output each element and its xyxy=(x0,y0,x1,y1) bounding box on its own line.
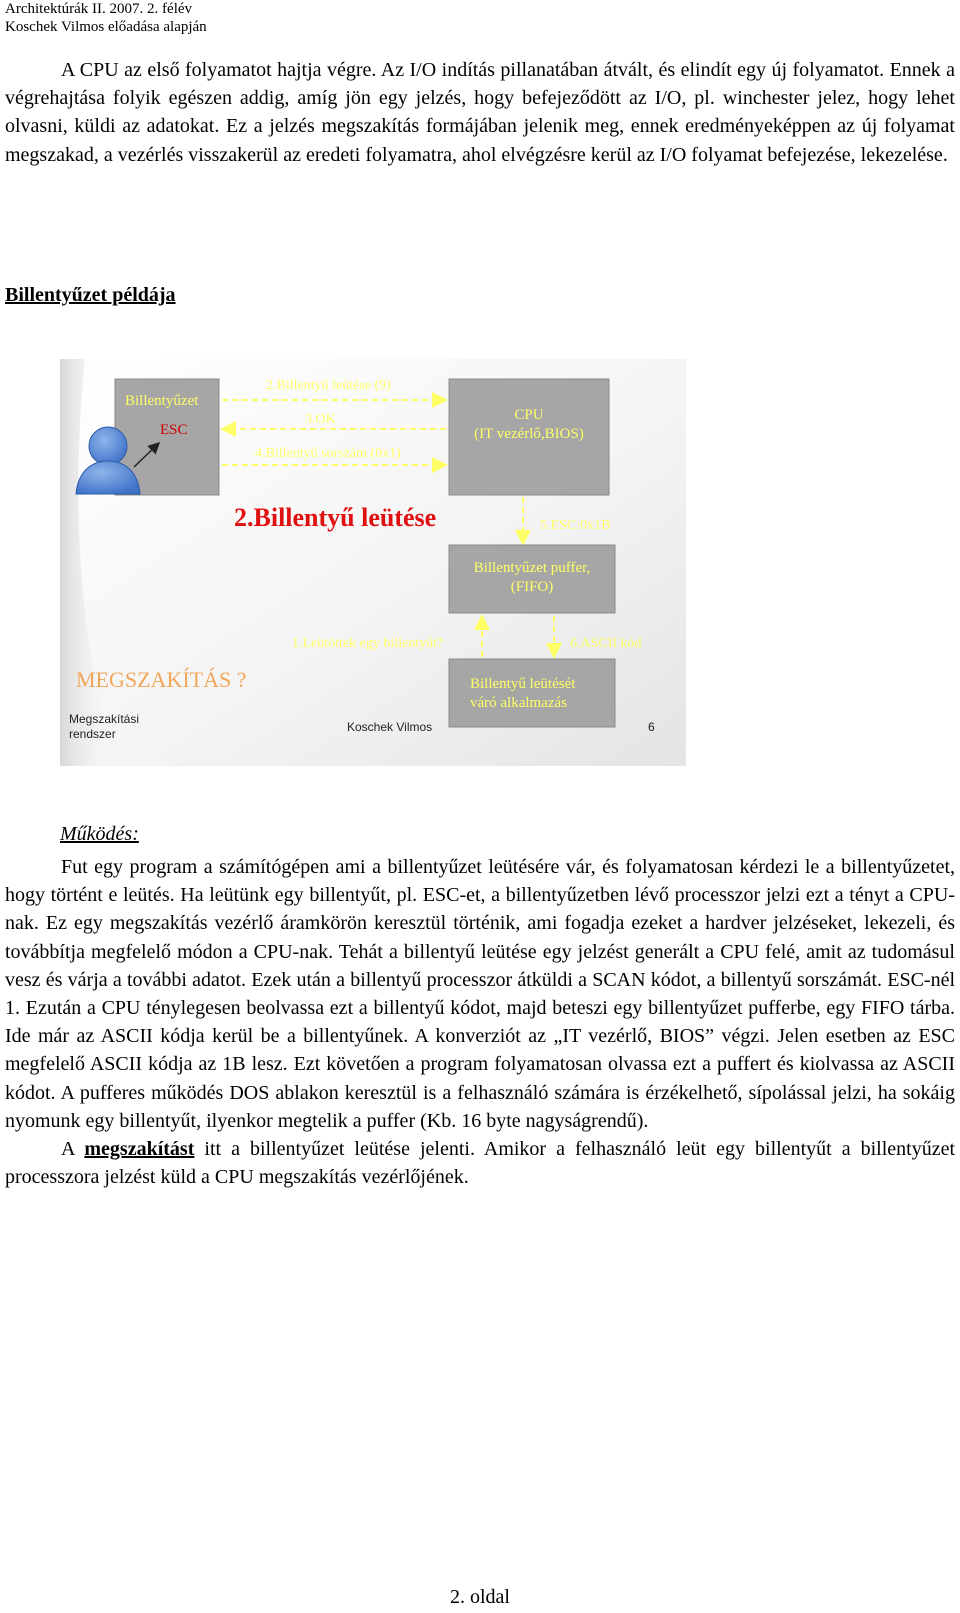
arrow-keypress-label: 2.Billentyű leütése (9) xyxy=(266,378,391,393)
arrow-ascii-code-label: 6.ASCII kód xyxy=(570,636,642,651)
slide-footer-page: 6 xyxy=(648,720,655,734)
waiting-app-label: Billentyű leütését xyxy=(470,676,576,692)
keyboard-interrupt-slide xyxy=(60,359,686,766)
operation-paragraph: Fut egy program a számítógépen ami a billentyűzet leütésére vár, és folyamatosan kérdezi le a billentyűzetet, hogy történt e leütés. Ha leütünk egy billentyűt, pl. ESC-et, a billentyűzetben lévő processzor jelzi ezt a tényt a CPU-nak. Ez egy megszakítás vezérlő áramkörön keresztül történik, ami fogadja ezeket a hardver jelzéseket, lekezeli, és továbbítja megfelelő módon a CPU-nak. Tehát a billentyű leütése egy jelzést generált a CPU felé, amit az tudomásul vesz és várja a további adatot. Ezek után a billentyű processzor átküldi a SCAN kódot, a billentyű sorszámát. ESC-nél 1. Ezután a CPU ténylegesen beolvassa ezt a billentyű kódot, majd beteszi egy billentyűzet pufferbe, egy FIFO tárba. Ide már az ASCII kódja kerül be a billentyűnek. A konverziót az „IT vezérlő, BIOS” végzi. Jelen esetben az ESC megfelelő ASCII kódja az 1B lesz. Ezt követően a program folyamatosan olvassa ezt a puffert és kiolvassa az ASCII kódot. A pufferes működés DOS ablakon keresztül is a felhasználó számára is érzékelhető, sípolással jelzi, ha sokáig nyomunk egy billentyűt, ilyenkor megtelik a puffer (Kb. 16 byte nagyságrendű). xyxy=(5,856,955,1132)
interrupt-definition-pre: A xyxy=(61,1138,75,1161)
document-header xyxy=(5,0,207,36)
waiting-app-box xyxy=(449,659,615,727)
esc-key-label: ESC xyxy=(160,422,188,438)
cpu-sublabel: (IT vezérlő,BIOS) xyxy=(474,426,584,442)
header-lecturer: Koschek Vilmos előadása alapján xyxy=(5,19,207,35)
interrupt-question: MEGSZAKÍTÁS ? xyxy=(76,667,247,692)
slide-footer-system: Megszakítási xyxy=(69,712,140,726)
intro-paragraph: A CPU az első folyamatot hajtja végre. Az I/O indítás pillanatában átvált, és elindít egy új folyamatot. Ennek a végrehajtása folyik egészen addig, amíg jön egy jelzés, hogy befejeződött az I/O, pl. winchester jelez, hogy lehet olvasni, küldi az adatokat. Ez a jelzés megszakítás formájában jelenik meg, ennek eredményeképpen az új folyamat megszakad, a vezérlés visszakerül az eredeti folyamatra, ahol elvégzésre kerül az I/O folyamat befejezése, lekezelése. xyxy=(5,59,955,166)
interrupt-keyword: megszakítást xyxy=(84,1138,195,1161)
page-number: 2. oldal xyxy=(450,1586,510,1608)
operation-title: Működés: xyxy=(60,823,139,845)
arrow-key-pressed-query-label: 1.Leütöttek egy billentyűt? xyxy=(292,636,444,651)
header-course: Architektúrák II. 2007. 2. félév xyxy=(5,1,193,17)
section-heading: Billentyűzet példája xyxy=(5,284,176,306)
operation-section xyxy=(5,853,955,1191)
buffer-sublabel: (FIFO) xyxy=(510,579,554,595)
cpu-label: CPU xyxy=(514,407,544,423)
slide-footer-author: Koschek Vilmos xyxy=(347,720,433,734)
arrow-key-number-label: 4.Billentyű sorszám (0x1) xyxy=(255,446,401,461)
buffer-label: Billentyűzet puffer, xyxy=(473,560,591,576)
slide-footer-system-2: rendszer xyxy=(69,727,116,741)
arrow-esc-code-label: 5.ESC:0x1B xyxy=(540,518,611,533)
waiting-app-sublabel: váró alkalmazás xyxy=(470,695,568,711)
arrow-ok-label: 3.OK xyxy=(305,412,336,427)
interrupt-definition-post: itt a billentyűzet leütése jelenti. Amikor a felhasználó leüt egy billentyűt a billentyűzet processzora jelzést küld a CPU megszakítás vezérlőjének. xyxy=(5,1138,956,1189)
slide-title: 2.Billentyű leütése xyxy=(234,503,437,532)
interrupt-definition-paragraph xyxy=(5,1135,955,1191)
keyboard-box-title: Billentyűzet xyxy=(125,393,199,409)
